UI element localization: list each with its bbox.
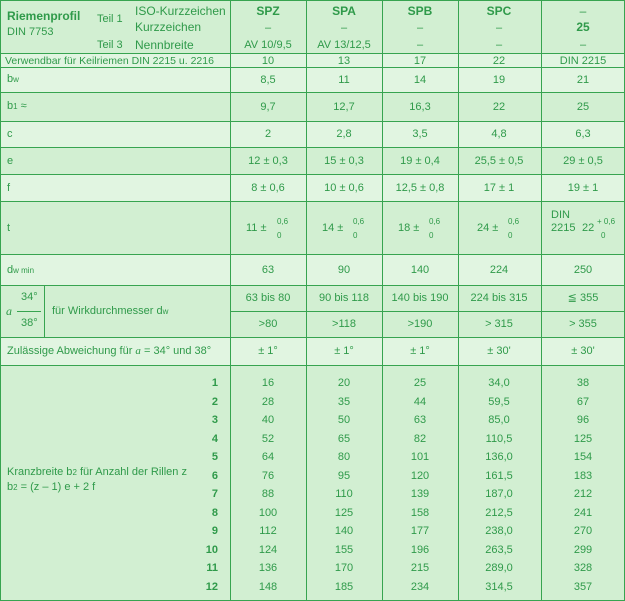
grid-line (0, 365, 625, 366)
b1-value: 16,3 (409, 101, 431, 113)
e-value: 25,5 ± 0,5 (474, 155, 524, 167)
kranz-value: 34,0 (488, 377, 510, 389)
alpha-symbol: a (6, 304, 12, 318)
alpha-34-label: 34° (21, 291, 38, 303)
col-verw-3: 22 (492, 55, 506, 67)
groove-count: 5 (211, 451, 218, 463)
col-verw-4: DIN 2215 (559, 55, 607, 67)
grid-line (44, 285, 45, 337)
grid-line (306, 0, 307, 601)
alpha-38-value: >190 (407, 318, 433, 330)
c-value: 2 (264, 128, 272, 140)
fraction-bar (17, 311, 41, 312)
kranz-value: 139 (410, 488, 430, 500)
col-iso-4: – (579, 4, 587, 18)
alpha-34-value: 224 bis 315 (470, 292, 528, 304)
groove-count: 7 (211, 488, 218, 500)
b1-value: 12,7 (333, 101, 355, 113)
grid-line (0, 174, 625, 175)
kranz-value: 20 (337, 377, 351, 389)
bw-value: 14 (413, 74, 427, 86)
profile-title: Riemenprofil (7, 9, 81, 23)
profile-standard: DIN 7753 (7, 26, 54, 38)
col-kurz-3: – (495, 22, 503, 34)
groove-count: 4 (211, 433, 218, 445)
col-kurz-4: 25 (576, 20, 590, 34)
groove-count: 8 (211, 507, 218, 519)
kranz-value: 120 (410, 470, 430, 482)
row-t-label: t (7, 222, 11, 234)
kranz-value: 154 (573, 451, 593, 463)
grid-line (0, 147, 625, 148)
bw-value: 21 (576, 74, 590, 86)
kranz-value: 28 (261, 396, 275, 408)
kranz-value: 241 (573, 507, 593, 519)
groove-count: 9 (211, 525, 218, 537)
kranz-value: 80 (337, 451, 351, 463)
kranz-value: 44 (413, 396, 427, 408)
t-tol-upper: + 0,6 (597, 217, 616, 226)
grid-line (382, 0, 383, 601)
alpha-34-value: 63 bis 80 (245, 292, 291, 304)
dw-value: 90 (337, 264, 351, 276)
b1-value: 9,7 (260, 101, 276, 113)
kranz-value: 357 (573, 581, 593, 593)
zul-value: ± 1° (410, 345, 430, 357)
col-nenn-0: AV 10/9,5 (244, 39, 292, 51)
kranz-value: 185 (334, 581, 354, 593)
col-nenn-4: – (579, 39, 587, 51)
alpha-38-value: >118 (332, 318, 356, 330)
t-din-number: 2215 (551, 222, 576, 234)
kranz-value: 65 (337, 433, 351, 445)
groove-count: 2 (211, 396, 218, 408)
t-tol-upper: 0,6 (429, 217, 441, 226)
grid-line (541, 0, 542, 601)
t-din-label: DIN (551, 209, 570, 221)
grid-line (0, 121, 625, 122)
t-value: 14 ± (322, 222, 344, 234)
col-iso-3: SPC (486, 4, 512, 18)
alpha-34-value: 90 bis 118 (319, 292, 369, 304)
teil3-label: Teil 3 (97, 39, 123, 51)
groove-count: 11 (206, 562, 218, 574)
kranz-value: 136 (258, 562, 278, 574)
grid-line (0, 0, 1, 601)
col-nenn-3: – (495, 39, 503, 51)
grid-line (458, 0, 459, 601)
t-tol-upper: 0,6 (277, 217, 289, 226)
kranz-value: 59,5 (488, 396, 510, 408)
kranz-value: 158 (410, 507, 430, 519)
c-value: 2,8 (336, 128, 352, 140)
kranz-value: 67 (576, 396, 590, 408)
t-tol-upper: 0,6 (353, 217, 365, 226)
grid-line (0, 285, 625, 286)
kranz-value: 187,0 (485, 488, 513, 500)
kranz-value: 177 (410, 525, 430, 537)
kranz-value: 148 (258, 581, 278, 593)
dw-value: 140 (410, 264, 430, 276)
e-value: 29 ± 0,5 (563, 155, 603, 167)
col-kurz-0: – (264, 22, 272, 34)
kranz-value: 212 (573, 488, 593, 500)
kranz-value: 16 (261, 377, 275, 389)
row-c-label: c (7, 128, 13, 140)
col-iso-1: SPA (332, 4, 356, 18)
grid-line (0, 254, 625, 255)
e-value: 15 ± 0,3 (324, 155, 364, 167)
b1-value: 25 (576, 101, 590, 113)
row-dw-label: dw min (7, 264, 35, 276)
zul-label: Zulässige Abweichung für a = 34° und 38° (7, 345, 212, 357)
kranz-value: 215 (410, 562, 430, 574)
groove-count: 10 (205, 544, 218, 556)
col-verw-2: 17 (413, 55, 427, 67)
bw-value: 8,5 (260, 74, 276, 86)
c-value: 4,8 (491, 128, 507, 140)
t-value: 18 ± (398, 222, 420, 234)
teil1-label: Teil 1 (97, 13, 123, 25)
grid-line (230, 311, 625, 312)
c-value: 6,3 (575, 128, 591, 140)
kranz-value: 82 (413, 433, 427, 445)
kranz-value: 95 (337, 470, 351, 482)
groove-count: 1 (211, 377, 218, 389)
iso-label: ISO-Kurzzeichen (135, 4, 226, 18)
verwendbar-label: Verwendbar für Keilriemen DIN 2215 u. 2216 (5, 55, 214, 67)
alpha-38-value: > 315 (485, 318, 513, 330)
grid-line (0, 337, 625, 338)
dw-value: 250 (573, 264, 593, 276)
kranz-value: 100 (258, 507, 278, 519)
kranz-value: 170 (334, 562, 354, 574)
f-value: 12,5 ± 0,8 (395, 182, 445, 194)
groove-count: 6 (211, 470, 218, 482)
kranz-value: 35 (337, 396, 351, 408)
dw-value: 63 (261, 264, 275, 276)
alpha-38-value: >80 (258, 318, 278, 330)
f-value: 19 ± 1 (567, 182, 599, 194)
col-kurz-2: – (416, 22, 424, 34)
kranz-value: 155 (334, 544, 354, 556)
col-iso-0: SPZ (256, 4, 280, 18)
t-tol-lower: 0 (508, 231, 513, 240)
kranz-value: 136,0 (485, 451, 513, 463)
kranz-value: 263,5 (485, 544, 513, 556)
kranz-value: 52 (261, 433, 275, 445)
t-tol-upper: 0,6 (508, 217, 520, 226)
t-tol-lower: 0 (277, 231, 282, 240)
grid-line (0, 53, 625, 54)
kranz-value: 40 (261, 414, 275, 426)
kranz-value: 38 (576, 377, 590, 389)
alpha-34-value: ≦ 355 (567, 292, 599, 304)
alpha-38-label: 38° (21, 317, 38, 329)
b1-value: 22 (492, 101, 506, 113)
grid-line (230, 0, 231, 601)
zul-value: ± 30' (571, 345, 595, 357)
nenn-label: Nennbreite (135, 38, 194, 52)
dw-value: 224 (489, 264, 509, 276)
kranz-value: 125 (573, 433, 593, 445)
kurz-label: Kurzzeichen (135, 20, 202, 34)
kranz-value: 328 (573, 562, 593, 574)
kranz-value: 270 (573, 525, 593, 537)
zul-value: ± 1° (258, 345, 278, 357)
bw-value: 19 (492, 74, 506, 86)
row-b1-label: b1 ≈ (7, 100, 27, 112)
col-verw-1: 13 (337, 55, 351, 67)
row-bw-label: bw (7, 73, 19, 85)
col-iso-2: SPB (407, 4, 433, 18)
kranz-value: 85,0 (488, 414, 510, 426)
col-nenn-2: – (416, 39, 424, 51)
t-tol-lower: 0 (601, 231, 606, 240)
kranz-value: 183 (573, 470, 593, 482)
kranz-value: 125 (334, 507, 354, 519)
t-value: 24 ± (477, 222, 499, 234)
kranz-value: 96 (576, 414, 590, 426)
kranz-value: 101 (410, 451, 430, 463)
bw-value: 11 (338, 74, 350, 86)
grid-line (0, 0, 625, 1)
row-f-label: f (7, 182, 11, 194)
kranz-value: 212,5 (485, 507, 513, 519)
f-value: 8 ± 0,6 (251, 182, 285, 194)
e-value: 12 ± 0,3 (248, 155, 288, 167)
f-value: 17 ± 1 (483, 182, 515, 194)
kranz-value: 50 (337, 414, 351, 426)
e-value: 19 ± 0,4 (400, 155, 440, 167)
grid-line (0, 201, 625, 202)
c-value: 3,5 (412, 128, 428, 140)
t-tol-lower: 0 (429, 231, 434, 240)
kranz-value: 88 (261, 488, 275, 500)
groove-count: 12 (205, 581, 218, 593)
grid-line (0, 92, 625, 93)
kranz-value: 196 (410, 544, 430, 556)
kranz-value: 25 (413, 377, 427, 389)
kranz-value: 110 (335, 488, 353, 500)
kranz-value: 289,0 (485, 562, 513, 574)
kranz-value: 140 (334, 525, 354, 537)
col-kurz-1: – (340, 22, 348, 34)
groove-count: 3 (211, 414, 218, 426)
zul-value: ± 30' (487, 345, 511, 357)
col-verw-0: 10 (261, 55, 275, 67)
kranz-value: 234 (410, 581, 430, 593)
f-value: 10 ± 0,6 (324, 182, 364, 194)
kranz-value: 110,5 (485, 433, 513, 445)
t-value: 22 (582, 222, 595, 234)
kranz-value: 299 (573, 544, 593, 556)
alpha-description: für Wirkdurchmesser dw (52, 305, 169, 317)
kranz-value: 112 (259, 525, 277, 537)
kranz-value: 314,5 (485, 581, 513, 593)
zul-value: ± 1° (334, 345, 354, 357)
col-nenn-1: AV 13/12,5 (317, 39, 371, 51)
kranz-label-line1: Kranzbreite b2 für Anzahl der Rillen z (7, 466, 187, 478)
alpha-38-value: > 355 (569, 318, 597, 330)
kranz-value: 76 (261, 470, 275, 482)
kranz-label-line2: b2 = (z – 1) e + 2 f (7, 481, 96, 493)
kranz-value: 63 (413, 414, 427, 426)
kranz-value: 124 (258, 544, 278, 556)
t-value: 11 ± (246, 222, 267, 234)
kranz-value: 64 (261, 451, 275, 463)
row-e-label: e (7, 155, 14, 167)
alpha-34-value: 140 bis 190 (391, 292, 449, 304)
t-tol-lower: 0 (353, 231, 358, 240)
kranz-value: 238,0 (485, 525, 513, 537)
kranz-value: 161,5 (485, 470, 513, 482)
